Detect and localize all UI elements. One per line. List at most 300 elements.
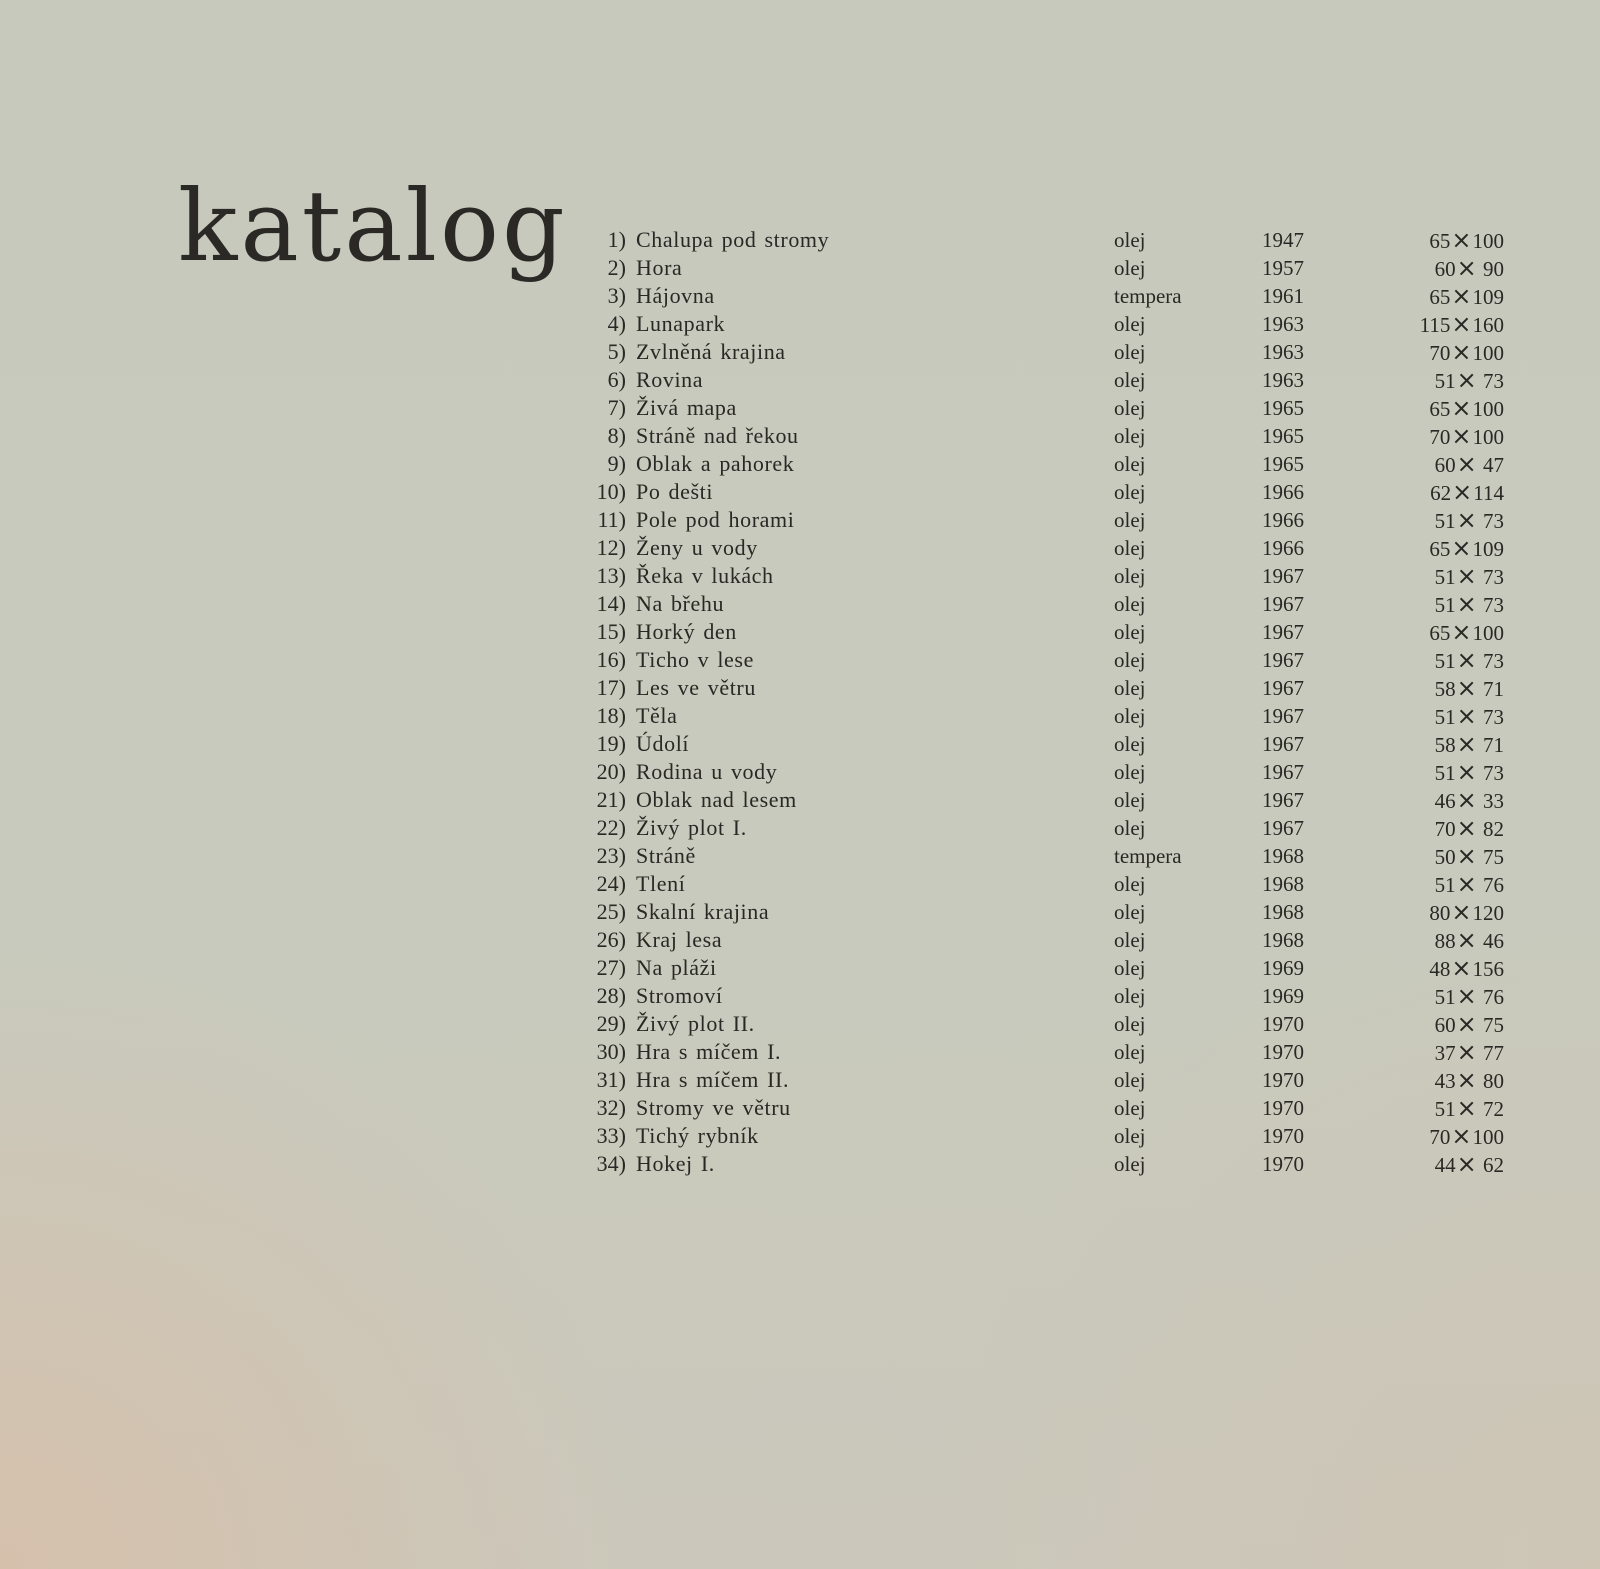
work-year: 1966 bbox=[1262, 508, 1304, 532]
work-year: 1970 bbox=[1262, 1152, 1304, 1176]
work-width: 70 bbox=[1429, 1125, 1451, 1149]
work-number: 28) bbox=[596, 983, 626, 1008]
work-height: 100 bbox=[1472, 229, 1504, 253]
times-icon: × bbox=[1451, 338, 1472, 366]
times-icon: × bbox=[1451, 282, 1472, 310]
times-icon: × bbox=[1452, 478, 1473, 506]
work-year: 1967 bbox=[1262, 788, 1304, 812]
work-technique: olej bbox=[1114, 984, 1146, 1008]
work-height: 75 bbox=[1477, 1013, 1504, 1037]
work-width: 65 bbox=[1429, 285, 1451, 309]
work-width: 115 bbox=[1419, 313, 1451, 337]
work-width: 60 bbox=[1434, 453, 1456, 477]
work-number: 18) bbox=[596, 703, 626, 728]
works-list bbox=[584, 226, 1524, 1178]
work-width: 88 bbox=[1434, 929, 1456, 953]
work-title: Ženy u vody bbox=[636, 535, 758, 560]
work-height: 100 bbox=[1472, 621, 1504, 645]
work-technique: olej bbox=[1114, 1068, 1146, 1092]
work-height: 72 bbox=[1477, 1097, 1504, 1121]
work-number: 33) bbox=[596, 1123, 626, 1148]
work-dimensions bbox=[1374, 590, 1504, 619]
work-dimensions bbox=[1374, 1010, 1504, 1039]
work-number: 5) bbox=[607, 339, 626, 364]
work-technique: olej bbox=[1114, 1096, 1146, 1120]
work-height: 73 bbox=[1477, 649, 1504, 673]
work-number: 13) bbox=[596, 563, 626, 588]
work-technique: olej bbox=[1114, 788, 1146, 812]
work-number: 27) bbox=[596, 955, 626, 980]
work-year: 1967 bbox=[1262, 816, 1304, 840]
work-dimensions bbox=[1374, 450, 1504, 479]
work-dimensions bbox=[1374, 1150, 1504, 1179]
work-title: Stráně nad řekou bbox=[636, 423, 799, 448]
work-dimensions bbox=[1374, 534, 1504, 563]
times-icon: × bbox=[1451, 226, 1472, 254]
work-height: 73 bbox=[1477, 509, 1504, 533]
list-item bbox=[584, 310, 1524, 338]
work-technique: olej bbox=[1114, 732, 1146, 756]
work-height: 33 bbox=[1477, 789, 1504, 813]
list-item bbox=[584, 1066, 1524, 1094]
work-dimensions bbox=[1374, 562, 1504, 591]
work-height: 109 bbox=[1472, 285, 1504, 309]
work-number: 29) bbox=[596, 1011, 626, 1036]
times-icon: × bbox=[1456, 730, 1477, 758]
work-height: 76 bbox=[1477, 985, 1504, 1009]
times-icon: × bbox=[1456, 702, 1477, 730]
work-year: 1969 bbox=[1262, 984, 1304, 1008]
work-height: 156 bbox=[1472, 957, 1504, 981]
times-icon: × bbox=[1456, 254, 1477, 282]
work-title: Stromoví bbox=[636, 983, 723, 1008]
work-height: 109 bbox=[1472, 537, 1504, 561]
work-dimensions bbox=[1374, 506, 1504, 535]
times-icon: × bbox=[1456, 1066, 1477, 1094]
work-height: 73 bbox=[1477, 705, 1504, 729]
work-title: Živý plot I. bbox=[636, 815, 747, 840]
work-year: 1967 bbox=[1262, 564, 1304, 588]
work-width: 62 bbox=[1430, 481, 1452, 505]
work-number: 15) bbox=[596, 619, 626, 644]
work-title: Na břehu bbox=[636, 591, 725, 616]
work-technique: tempera bbox=[1114, 284, 1182, 308]
work-title: Rovina bbox=[636, 367, 704, 392]
work-year: 1970 bbox=[1262, 1068, 1304, 1092]
work-number: 23) bbox=[596, 843, 626, 868]
work-title: Rodina u vody bbox=[636, 759, 778, 784]
list-item bbox=[584, 926, 1524, 954]
times-icon: × bbox=[1451, 954, 1472, 982]
work-height: 82 bbox=[1477, 817, 1504, 841]
work-dimensions bbox=[1374, 730, 1504, 759]
work-technique: olej bbox=[1114, 676, 1146, 700]
work-width: 80 bbox=[1429, 901, 1451, 925]
work-height: 100 bbox=[1472, 397, 1504, 421]
work-year: 1957 bbox=[1262, 256, 1304, 280]
work-dimensions bbox=[1374, 226, 1504, 255]
work-title: Oblak a pahorek bbox=[636, 451, 795, 476]
times-icon: × bbox=[1456, 1094, 1477, 1122]
work-dimensions bbox=[1374, 338, 1504, 367]
list-item bbox=[584, 1122, 1524, 1150]
work-title: Údolí bbox=[636, 731, 690, 756]
work-title: Skalní krajina bbox=[636, 899, 770, 924]
times-icon: × bbox=[1456, 982, 1477, 1010]
work-year: 1970 bbox=[1262, 1040, 1304, 1064]
times-icon: × bbox=[1456, 506, 1477, 534]
work-year: 1947 bbox=[1262, 228, 1304, 252]
work-dimensions bbox=[1374, 618, 1504, 647]
times-icon: × bbox=[1456, 926, 1477, 954]
work-height: 73 bbox=[1477, 565, 1504, 589]
work-technique: olej bbox=[1114, 452, 1146, 476]
work-dimensions bbox=[1374, 898, 1504, 927]
times-icon: × bbox=[1451, 898, 1472, 926]
list-item bbox=[584, 282, 1524, 310]
work-number: 26) bbox=[596, 927, 626, 952]
list-item bbox=[584, 226, 1524, 254]
list-item bbox=[584, 506, 1524, 534]
work-technique: olej bbox=[1114, 648, 1146, 672]
work-title: Tichý rybník bbox=[636, 1123, 759, 1148]
work-number: 16) bbox=[596, 647, 626, 672]
list-item bbox=[584, 1038, 1524, 1066]
work-year: 1967 bbox=[1262, 760, 1304, 784]
list-item bbox=[584, 590, 1524, 618]
work-year: 1968 bbox=[1262, 900, 1304, 924]
work-technique: olej bbox=[1114, 1124, 1146, 1148]
work-width: 51 bbox=[1434, 369, 1456, 393]
work-width: 51 bbox=[1434, 509, 1456, 533]
work-number: 7) bbox=[607, 395, 626, 420]
list-item bbox=[584, 814, 1524, 842]
work-title: Tlení bbox=[636, 871, 686, 896]
work-width: 51 bbox=[1434, 593, 1456, 617]
times-icon: × bbox=[1451, 310, 1472, 338]
work-title: Ticho v lese bbox=[636, 647, 754, 672]
work-title: Hokej I. bbox=[636, 1151, 715, 1176]
list-item bbox=[584, 1150, 1524, 1178]
work-year: 1965 bbox=[1262, 424, 1304, 448]
times-icon: × bbox=[1456, 590, 1477, 618]
work-width: 60 bbox=[1434, 257, 1456, 281]
work-technique: olej bbox=[1114, 872, 1146, 896]
work-width: 60 bbox=[1434, 1013, 1456, 1037]
work-width: 51 bbox=[1434, 705, 1456, 729]
work-width: 51 bbox=[1434, 985, 1456, 1009]
work-technique: olej bbox=[1114, 564, 1146, 588]
work-title: Stráně bbox=[636, 843, 696, 868]
work-title: Hájovna bbox=[636, 283, 715, 308]
work-year: 1966 bbox=[1262, 536, 1304, 560]
work-technique: olej bbox=[1114, 816, 1146, 840]
list-item bbox=[584, 786, 1524, 814]
work-number: 19) bbox=[596, 731, 626, 756]
work-technique: olej bbox=[1114, 396, 1146, 420]
work-title: Hra s míčem I. bbox=[636, 1039, 782, 1064]
list-item bbox=[584, 982, 1524, 1010]
list-item bbox=[584, 534, 1524, 562]
work-number: 22) bbox=[596, 815, 626, 840]
work-title: Pole pod horami bbox=[636, 507, 795, 532]
work-technique: olej bbox=[1114, 508, 1146, 532]
work-height: 100 bbox=[1472, 341, 1504, 365]
work-width: 37 bbox=[1434, 1041, 1456, 1065]
work-year: 1970 bbox=[1262, 1124, 1304, 1148]
work-year: 1969 bbox=[1262, 956, 1304, 980]
work-dimensions bbox=[1374, 926, 1504, 955]
work-number: 24) bbox=[596, 871, 626, 896]
work-width: 51 bbox=[1434, 649, 1456, 673]
work-dimensions bbox=[1374, 1066, 1504, 1095]
work-number: 31) bbox=[596, 1067, 626, 1092]
work-dimensions bbox=[1374, 842, 1504, 871]
work-number: 21) bbox=[596, 787, 626, 812]
times-icon: × bbox=[1456, 646, 1477, 674]
work-height: 73 bbox=[1477, 369, 1504, 393]
work-title: Hra s míčem II. bbox=[636, 1067, 790, 1092]
work-technique: olej bbox=[1114, 480, 1146, 504]
work-title: Zvlněná krajina bbox=[636, 339, 786, 364]
work-year: 1961 bbox=[1262, 284, 1304, 308]
list-item bbox=[584, 674, 1524, 702]
work-technique: olej bbox=[1114, 256, 1146, 280]
work-number: 11) bbox=[597, 507, 626, 532]
work-year: 1967 bbox=[1262, 732, 1304, 756]
work-year: 1965 bbox=[1262, 396, 1304, 420]
work-width: 50 bbox=[1434, 845, 1456, 869]
work-title: Živý plot II. bbox=[636, 1011, 755, 1036]
work-title: Les ve větru bbox=[636, 675, 756, 700]
work-technique: olej bbox=[1114, 956, 1146, 980]
work-technique: olej bbox=[1114, 704, 1146, 728]
work-dimensions bbox=[1374, 282, 1504, 311]
work-dimensions bbox=[1374, 310, 1504, 339]
list-item bbox=[584, 842, 1524, 870]
work-width: 44 bbox=[1434, 1153, 1456, 1177]
work-technique: olej bbox=[1114, 340, 1146, 364]
list-item bbox=[584, 730, 1524, 758]
work-title: Po dešti bbox=[636, 479, 714, 504]
work-width: 70 bbox=[1429, 425, 1451, 449]
work-title: Živá mapa bbox=[636, 395, 737, 420]
work-width: 51 bbox=[1434, 761, 1456, 785]
times-icon: × bbox=[1456, 814, 1477, 842]
work-technique: olej bbox=[1114, 1040, 1146, 1064]
work-height: 71 bbox=[1477, 733, 1504, 757]
work-dimensions bbox=[1374, 1094, 1504, 1123]
work-year: 1968 bbox=[1262, 872, 1304, 896]
list-item bbox=[584, 870, 1524, 898]
times-icon: × bbox=[1451, 422, 1472, 450]
work-year: 1963 bbox=[1262, 312, 1304, 336]
times-icon: × bbox=[1451, 618, 1472, 646]
work-width: 65 bbox=[1429, 229, 1451, 253]
work-height: 47 bbox=[1477, 453, 1504, 477]
work-year: 1968 bbox=[1262, 928, 1304, 952]
work-width: 65 bbox=[1429, 621, 1451, 645]
work-year: 1965 bbox=[1262, 452, 1304, 476]
list-item bbox=[584, 618, 1524, 646]
work-technique: olej bbox=[1114, 536, 1146, 560]
work-width: 48 bbox=[1429, 957, 1451, 981]
work-height: 46 bbox=[1477, 929, 1504, 953]
times-icon: × bbox=[1456, 674, 1477, 702]
work-width: 70 bbox=[1434, 817, 1456, 841]
work-height: 76 bbox=[1477, 873, 1504, 897]
work-dimensions bbox=[1374, 254, 1504, 283]
work-number: 30) bbox=[596, 1039, 626, 1064]
work-dimensions bbox=[1374, 982, 1504, 1011]
work-number: 2) bbox=[607, 255, 626, 280]
page-title: katalog bbox=[178, 170, 568, 284]
list-item bbox=[584, 954, 1524, 982]
work-technique: tempera bbox=[1114, 844, 1182, 868]
work-dimensions bbox=[1374, 422, 1504, 451]
list-item bbox=[584, 758, 1524, 786]
list-item bbox=[584, 646, 1524, 674]
list-item bbox=[584, 450, 1524, 478]
work-year: 1967 bbox=[1262, 648, 1304, 672]
work-width: 51 bbox=[1434, 565, 1456, 589]
work-title: Řeka v lukách bbox=[636, 563, 774, 588]
times-icon: × bbox=[1451, 1122, 1472, 1150]
work-number: 25) bbox=[596, 899, 626, 924]
work-title: Stromy ve větru bbox=[636, 1095, 791, 1120]
times-icon: × bbox=[1456, 870, 1477, 898]
work-width: 43 bbox=[1434, 1069, 1456, 1093]
work-height: 160 bbox=[1472, 313, 1504, 337]
work-year: 1968 bbox=[1262, 844, 1304, 868]
work-dimensions bbox=[1374, 394, 1504, 423]
list-item bbox=[584, 254, 1524, 282]
work-year: 1966 bbox=[1262, 480, 1304, 504]
work-number: 17) bbox=[596, 675, 626, 700]
list-item bbox=[584, 338, 1524, 366]
times-icon: × bbox=[1456, 1010, 1477, 1038]
work-year: 1967 bbox=[1262, 676, 1304, 700]
work-year: 1967 bbox=[1262, 704, 1304, 728]
work-technique: olej bbox=[1114, 312, 1146, 336]
times-icon: × bbox=[1456, 1150, 1477, 1178]
work-height: 90 bbox=[1477, 257, 1504, 281]
work-dimensions bbox=[1374, 702, 1504, 731]
work-number: 1) bbox=[607, 227, 626, 252]
work-dimensions bbox=[1374, 758, 1504, 787]
work-title: Na pláži bbox=[636, 955, 717, 980]
work-technique: olej bbox=[1114, 228, 1146, 252]
work-number: 14) bbox=[596, 591, 626, 616]
work-number: 6) bbox=[607, 367, 626, 392]
work-title: Horký den bbox=[636, 619, 737, 644]
work-width: 70 bbox=[1429, 341, 1451, 365]
work-title: Oblak nad lesem bbox=[636, 787, 797, 812]
work-width: 58 bbox=[1434, 677, 1456, 701]
work-technique: olej bbox=[1114, 368, 1146, 392]
work-dimensions bbox=[1374, 674, 1504, 703]
work-number: 12) bbox=[596, 535, 626, 560]
work-dimensions bbox=[1374, 870, 1504, 899]
work-title: Chalupa pod stromy bbox=[636, 227, 830, 252]
work-number: 10) bbox=[596, 479, 626, 504]
work-height: 62 bbox=[1477, 1153, 1504, 1177]
work-width: 51 bbox=[1434, 1097, 1456, 1121]
list-item bbox=[584, 366, 1524, 394]
work-height: 75 bbox=[1477, 845, 1504, 869]
work-technique: olej bbox=[1114, 760, 1146, 784]
work-dimensions bbox=[1374, 1122, 1504, 1151]
work-title: Těla bbox=[636, 703, 678, 728]
work-dimensions bbox=[1374, 1038, 1504, 1067]
work-height: 100 bbox=[1472, 425, 1504, 449]
work-dimensions bbox=[1374, 814, 1504, 843]
work-width: 46 bbox=[1434, 789, 1456, 813]
work-dimensions bbox=[1374, 646, 1504, 675]
work-height: 77 bbox=[1477, 1041, 1504, 1065]
list-item bbox=[584, 702, 1524, 730]
work-dimensions bbox=[1374, 478, 1504, 507]
list-item bbox=[584, 422, 1524, 450]
work-year: 1967 bbox=[1262, 592, 1304, 616]
times-icon: × bbox=[1456, 842, 1477, 870]
work-height: 73 bbox=[1477, 593, 1504, 617]
work-height: 80 bbox=[1477, 1069, 1504, 1093]
work-width: 58 bbox=[1434, 733, 1456, 757]
work-number: 32) bbox=[596, 1095, 626, 1120]
work-number: 3) bbox=[607, 283, 626, 308]
work-title: Kraj lesa bbox=[636, 927, 723, 952]
work-title: Lunapark bbox=[636, 311, 726, 336]
work-year: 1970 bbox=[1262, 1096, 1304, 1120]
work-technique: olej bbox=[1114, 592, 1146, 616]
work-height: 73 bbox=[1477, 761, 1504, 785]
times-icon: × bbox=[1456, 562, 1477, 590]
list-item bbox=[584, 394, 1524, 422]
work-year: 1963 bbox=[1262, 340, 1304, 364]
work-year: 1970 bbox=[1262, 1012, 1304, 1036]
work-technique: olej bbox=[1114, 1012, 1146, 1036]
list-item bbox=[584, 478, 1524, 506]
list-item bbox=[584, 1010, 1524, 1038]
list-item bbox=[584, 898, 1524, 926]
work-technique: olej bbox=[1114, 1152, 1146, 1176]
times-icon: × bbox=[1456, 786, 1477, 814]
list-item bbox=[584, 1094, 1524, 1122]
work-number: 20) bbox=[596, 759, 626, 784]
work-height: 120 bbox=[1472, 901, 1504, 925]
work-number: 8) bbox=[607, 423, 626, 448]
work-number: 9) bbox=[607, 451, 626, 476]
times-icon: × bbox=[1456, 758, 1477, 786]
work-technique: olej bbox=[1114, 928, 1146, 952]
work-technique: olej bbox=[1114, 424, 1146, 448]
times-icon: × bbox=[1456, 450, 1477, 478]
work-dimensions bbox=[1374, 954, 1504, 983]
work-height: 71 bbox=[1477, 677, 1504, 701]
work-dimensions bbox=[1374, 786, 1504, 815]
work-year: 1967 bbox=[1262, 620, 1304, 644]
times-icon: × bbox=[1456, 366, 1477, 394]
work-year: 1963 bbox=[1262, 368, 1304, 392]
work-number: 34) bbox=[596, 1151, 626, 1176]
work-dimensions bbox=[1374, 366, 1504, 395]
list-item bbox=[584, 562, 1524, 590]
work-height: 100 bbox=[1472, 1125, 1504, 1149]
times-icon: × bbox=[1451, 394, 1472, 422]
work-title: Hora bbox=[636, 255, 683, 280]
work-technique: olej bbox=[1114, 620, 1146, 644]
